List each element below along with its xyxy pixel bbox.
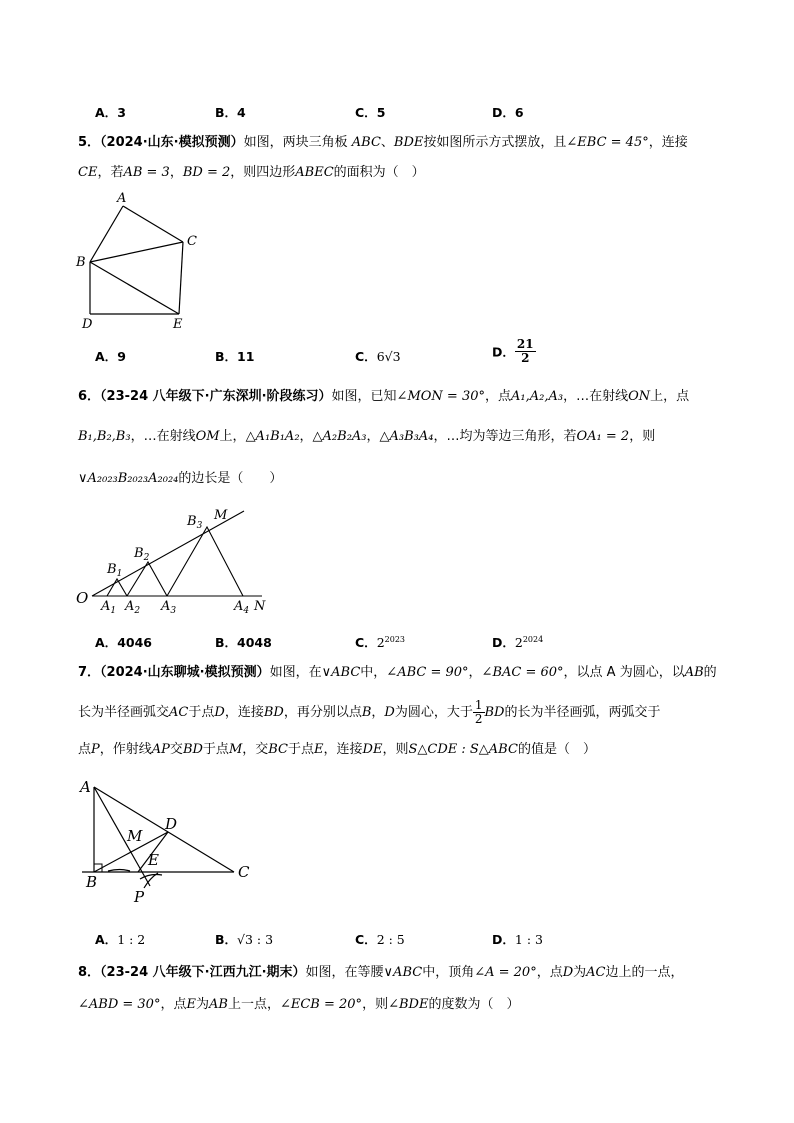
q6-triangle-2 <box>127 562 167 596</box>
q6-text-line1: 6．（23-24 八年级下·广东深圳·阶段练习）如图，已知∠MON = 30°，点A₁,A₂,A₃，…在射线ON上，点 <box>78 389 690 404</box>
q5-seg-ba <box>90 206 123 262</box>
q7-option-c[interactable]: C．2 : 5 <box>355 932 405 947</box>
q6-text-line3: ∨A₂₀₂₃B₂₀₂₃A₂₀₂₄的边长是（ ） <box>78 471 283 486</box>
q6-option-c[interactable]: C．$2^{2023}$ <box>355 634 405 650</box>
q4-option-a[interactable]: A．3 <box>95 105 126 120</box>
q6-figure <box>72 503 282 618</box>
q5-figure <box>70 188 210 333</box>
q8-text-line2: ∠ABD = 30°，点E为AB上一点，∠ECB = 20°，则∠BDE的度数为（ ） <box>78 997 520 1012</box>
q6-label-a3: $A_3$ <box>161 599 177 616</box>
q5-label-d: D <box>82 317 93 332</box>
q7-label-d: D <box>165 815 178 833</box>
q6-label-a4: $A_4$ <box>234 599 250 616</box>
q5-seg-bc <box>90 242 183 262</box>
q8-text-line1: 8．（23-24 八年级下·江西九江·期末）如图，在等腰∨ABC中，顶角∠A = 20°，点D为AC边上的一点， <box>78 965 684 980</box>
q5-label-e: E <box>173 317 183 332</box>
q6-label-b2: $B_2$ <box>134 546 150 563</box>
q7-label-p: P <box>134 888 145 906</box>
q5-seg-ac <box>123 206 183 242</box>
q7-label-b: B <box>86 873 98 891</box>
q7-text-line2: 长为半径画弧交AC于点D，连接BD，再分别以点B，D为圆心，大于 $\frac{1}{2}$ BD的长为半径画弧，两弧交于 <box>78 698 661 726</box>
q5-label-b: B <box>76 255 86 270</box>
q5-text-line2: CE，若AB = 3，BD = 2，则四边形ABEC的面积为（ ） <box>78 165 425 180</box>
q6-label-b1: $B_1$ <box>107 562 123 579</box>
q7-seg-ac <box>94 787 234 872</box>
q4-option-b[interactable]: B．4 <box>215 105 246 120</box>
q7-option-d[interactable]: D．1 : 3 <box>492 932 543 947</box>
q5-label-c: C <box>187 234 197 249</box>
q7-label-m: M <box>127 827 143 845</box>
q7-label-a: A <box>80 778 91 796</box>
q6-triangle-3 <box>167 527 243 596</box>
q7-text-line1: 7．（2024·山东聊城·模拟预测）如图，在∨ABC中，∠ABC = 90°，∠BAC = 60°，以点 A 为圆心，以AB的 <box>78 665 717 680</box>
q6-label-a2: $A_2$ <box>125 599 141 616</box>
q6-option-d[interactable]: D．$2^{2024}$ <box>492 634 544 650</box>
q7-option-b[interactable]: B．√3 : 3 <box>215 932 274 947</box>
q6-label-b3: $B_3$ <box>187 514 203 531</box>
q7-label-c: C <box>238 863 250 881</box>
q5-option-c[interactable]: C．6√3 <box>355 349 401 364</box>
q6-text-line2: B₁,B₂,B₃，…在射线OM上，△A₁B₁A₂，△A₂B₂A₃，△A₃B₃A₄，…均为等边三角形，若OA₁ = 2，则 <box>78 429 656 444</box>
q4-option-c[interactable]: C．5 <box>355 105 386 120</box>
q7-figure <box>72 775 267 910</box>
q5-label-a: A <box>117 191 127 206</box>
q7-option-a[interactable]: A．1 : 2 <box>95 932 146 947</box>
q5-seg-ce <box>179 242 183 314</box>
q6-label-o: O <box>76 589 89 607</box>
q7-text-line3: 点P，作射线AP交BD于点M，交BC于点E，连接DE，则S△CDE : S△ABC的值是（ ） <box>78 742 596 757</box>
q6-option-b[interactable]: B．4048 <box>215 635 272 650</box>
q6-label-m: M <box>214 508 228 523</box>
q6-option-a[interactable]: A．4046 <box>95 635 152 650</box>
q5-option-d[interactable]: D． $\frac{21}{2}$ <box>492 337 534 365</box>
q7-arc-3 <box>108 870 130 872</box>
q7-label-e: E <box>148 851 159 869</box>
q6-label-a1: $A_1$ <box>101 599 117 616</box>
q5-option-a[interactable]: A．9 <box>95 349 126 364</box>
q5-text-line1: 5．（2024·山东·模拟预测）如图，两块三角板 ABC、BDE按如图所示方式摆放，且∠EBC = 45°，连接 <box>78 135 688 150</box>
q5-option-b[interactable]: B．11 <box>215 349 255 364</box>
q6-label-n: N <box>254 599 266 614</box>
q5-seg-be <box>90 262 179 314</box>
q4-option-d[interactable]: D．6 <box>492 105 524 120</box>
